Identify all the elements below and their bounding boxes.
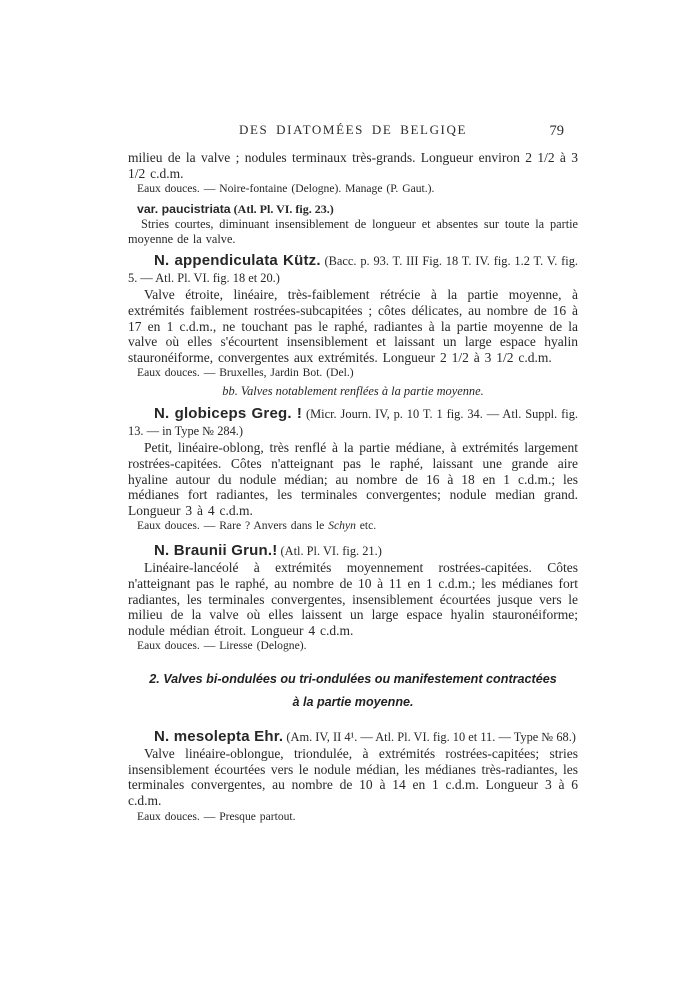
species-name-globiceps: N. globiceps Greg. ! <box>154 405 303 423</box>
species-name-braunii: N. Braunii Grun.! <box>154 542 278 560</box>
species-citation-appendiculata: (Bacc. p. 93. T. III Fig. 18 T. IV. fig. 1.2 T. V. fig. 5. — Atl. Pl. VI. fig. 18 et 20.) <box>128 254 578 286</box>
variety-citation: (Atl. Pl. VI. fig. 23.) <box>233 202 334 217</box>
species-name-mesolepta: N. mesolepta Ehr. <box>154 728 284 746</box>
species-heading-appendiculata <box>128 252 578 287</box>
habitat-note-globiceps <box>128 519 578 533</box>
species-heading-mesolepta <box>128 728 578 746</box>
variety-name: var. paucistriata <box>137 202 231 217</box>
intro-continuation-paragraph: milieu de la valve ; nodules terminaux très-grands. Longueur environ 2 1/2 à 3 1/2 c.d.m. <box>128 150 578 181</box>
habitat-globiceps-prefix: Eaux douces. — Rare ? Anvers dans le <box>137 519 329 533</box>
species-heading-globiceps <box>128 405 578 440</box>
variety-description: Stries courtes, diminuant insensiblement de longueur et absentes sur toute la partie moyenne de la valve. <box>128 217 578 246</box>
species-name-appendiculata: N. appendiculata Kütz. <box>154 252 321 270</box>
running-head-title: DES DIATOMÉES DE BELGIQE <box>238 122 468 137</box>
subsection-heading-bb: bb. Valves notablement renflées à la partie moyenne. <box>222 384 484 399</box>
habitat-note-intro: Eaux douces. — Noire-fontaine (Delogne). Manage (P. Gaut.). <box>137 182 435 196</box>
habitat-note-appendiculata: Eaux douces. — Bruxelles, Jardin Bot. (Del.) <box>137 366 354 380</box>
section-heading-2-line2: à la partie moyenne. <box>292 695 414 710</box>
species-heading-braunii <box>128 542 578 560</box>
species-description-mesolepta: Valve linéaire-oblongue, triondulée, à extrémités rostrées-capitées; stries insensiblement écourtées vers le nodule médian, les médianes très-radiantes, les terminales convergentes, au nombre de 10 à 14 en 1 c.d.m. Longueur 3 à 6 c.d.m. <box>128 746 578 809</box>
species-citation-globiceps: (Micr. Journ. IV, p. 10 T. 1 fig. 34. — Atl. Suppl. fig. 13. — in Type № 284.) <box>128 407 578 439</box>
habitat-globiceps-river-name: Schyn <box>328 519 356 533</box>
variety-heading <box>128 202 578 217</box>
species-description-appendiculata: Valve étroite, linéaire, très-faiblement rétrécie à la partie moyenne, à extrémités faiblement rostrées-subcapitées ; côtes délicates, au nombre de 16 à 17 en 1 c.d.m., ne touchant pas le raphé, radiantes à la partie moyenne de la valve où elles s'écourtent insensiblement et laissant un large espace hyalin stauronéiforme, convergentes aux extrémités. Longueur 2 1/2 à 3 1/2 c.d.m. <box>128 287 578 365</box>
page-number: 79 <box>549 123 564 139</box>
habitat-globiceps-suffix: etc. <box>355 519 377 533</box>
habitat-note-mesolepta: Eaux douces. — Presque partout. <box>137 809 296 823</box>
section-heading-2-line1: 2. Valves bi-ondulées ou tri-ondulées ou manifestement contractées <box>149 672 557 687</box>
section-heading-2 <box>128 668 578 714</box>
species-citation-mesolepta: (Am. IV, II 4¹. — Atl. Pl. VI. fig. 10 et 11. — Type № 68.) <box>286 730 576 745</box>
species-description-globiceps: Petit, linéaire-oblong, très renflé à la partie médiane, à extrémités largement rostrées-capitées. Côtes n'atteignant pas le raphé, laissant une grande aire hyaline autour du nodule médian; au nombre de 16 à 18 en 1 c.d.m.; les médianes fort radiantes, les terminales convergentes; nodule median grand. Longueur 3 à 4 c.d.m. <box>128 440 578 518</box>
species-description-braunii: Linéaire-lancéolé à extrémités moyennement rostrées-capitées. Côtes n'atteignant pas le raphé, au nombre de 10 à 11 en 1 c.d.m.; les médianes fort radiantes, les terminales convergentes, insensiblement écourtées jusque vers le milieu de la valve où elles laissent un large espace hyalin stauronéiforme; nodule médian étroit. Longueur 4 c.d.m. <box>128 560 578 638</box>
species-citation-braunii: (Atl. Pl. VI. fig. 21.) <box>280 544 382 559</box>
running-head <box>128 122 578 138</box>
habitat-note-braunii: Eaux douces. — Liresse (Delogne). <box>137 639 307 653</box>
